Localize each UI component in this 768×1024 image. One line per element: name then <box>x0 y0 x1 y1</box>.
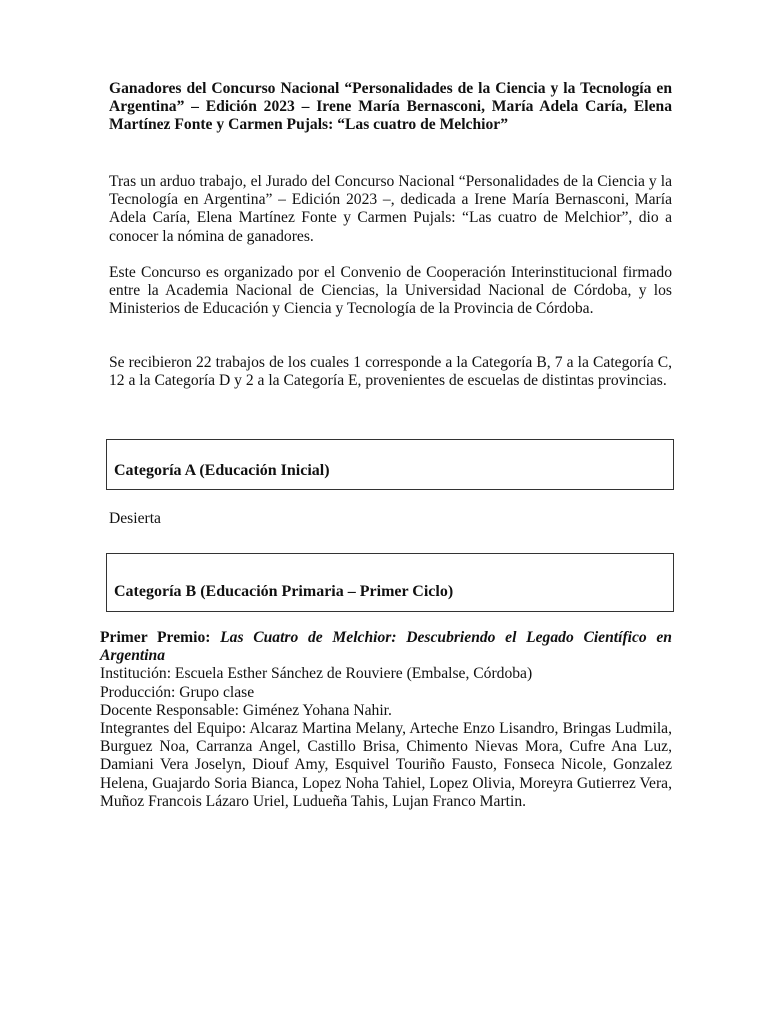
category-b-heading: Categoría B (Educación Primaria – Primer Ciclo) <box>114 583 454 600</box>
prize-label: Primer Premio: <box>100 629 211 646</box>
team-members: Integrantes del Equipo: Alcaraz Martina Melany, Arteche Enzo Lisandro, Bringas Ludmila, Burguez Noa, Carranza Angel, Castillo Brisa, Chimento Nievas Mora, Cufre Ana Luz, Damiani Vera Joselyn, Diouf Amy, Esquivel Touriño Fausto, Fonseca Nicole, Gonzalez Helena, Guajardo Soria Bianca, Lopez Noha Tahiel, Lopez Olivia, Moreyra Gutierrez Vera, Muñoz Francois Lázaro Uriel, Ludueña Tahis, Lujan Franco Martin. <box>100 720 672 810</box>
prize-title: Las Cuatro de Melchior: Descubriendo el Legado Científico en Argentina <box>100 629 672 665</box>
category-a-box <box>106 439 674 490</box>
submissions-paragraph: Se recibieron 22 trabajos de los cuales 1 corresponde a la Categoría B, 7 a la Categoría C, 12 a la Categoría D y 2 a la Categoría E, provenientes de escuelas de distintas provincias. <box>109 354 672 390</box>
institution-line: Institución: Escuela Esther Sánchez de Rouviere (Embalse, Córdoba) <box>100 665 533 683</box>
production-line: Producción: Grupo clase <box>100 683 255 701</box>
first-prize-entry <box>100 629 672 811</box>
organizer-paragraph: Este Concurso es organizado por el Convenio de Cooperación Interinstitucional firmado entre la Academia Nacional de Ciencias, la Universidad Nacional de Córdoba, y los Ministerios de Educación y Ciencia y Tecnología de la Provincia de Córdoba. <box>109 264 672 318</box>
category-a-result: Desierta <box>109 510 161 527</box>
prize-heading-line <box>100 629 672 665</box>
document-title: Ganadores del Concurso Nacional “Personalidades de la Ciencia y la Tecnología en Argentina” – Edición 2023 – Irene María Bernasconi, María Adela Caría, Elena Martínez Fonte y Carmen Pujals: “Las cuatro de Melchior” <box>109 80 672 134</box>
intro-paragraph: Tras un arduo trabajo, el Jurado del Concurso Nacional “Personalidades de la Ciencia y la Tecnología en Argentina” – Edición 2023 –, dedicada a Irene María Bernasconi, María Adela Caría, Elena Martínez Fonte y Carmen Pujals: “Las cuatro de Melchior”, dio a conocer la nómina de ganadores. <box>109 173 672 245</box>
category-a-heading: Categoría A (Educación Inicial) <box>114 462 330 479</box>
category-b-box <box>106 553 674 612</box>
teacher-line: Docente Responsable: Giménez Yohana Nahir. <box>100 701 392 719</box>
